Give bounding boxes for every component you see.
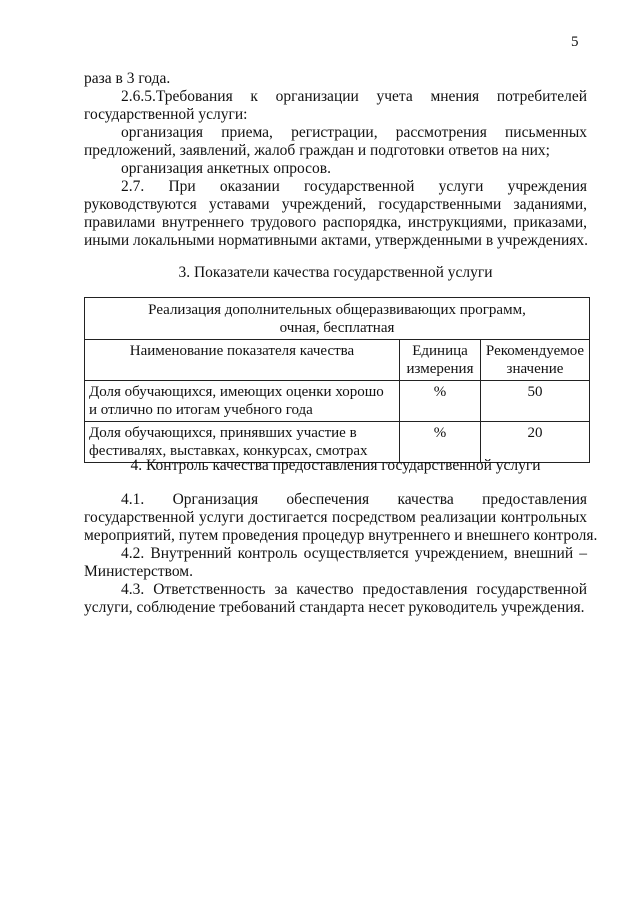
text-line: правилами внутреннего трудового распорядка, инструкциями, приказами, xyxy=(84,214,587,231)
text-line: государственной услуги: xyxy=(84,106,248,123)
section-4-title: 4. Контроль качества предоставления государственной услуги xyxy=(130,457,541,474)
header-value: Рекомендуемое значение xyxy=(481,340,590,381)
indicator-value: 20 xyxy=(481,422,590,463)
indicator-name: Доля обучающихся, имеющих оценки хорошо и отлично по итогам учебного года xyxy=(85,381,400,422)
header-name: Наименование показателя качества xyxy=(85,340,400,381)
text-line: 4.1. Организация обеспечения качества предоставления xyxy=(121,491,587,508)
section-3-title: 3. Показатели качества государственной услуги xyxy=(178,264,493,281)
indicator-value: 50 xyxy=(481,381,590,422)
text-line: предложений, заявлений, жалоб граждан и подготовки ответов на них; xyxy=(84,142,550,159)
text-line: мероприятий, путем проведения процедур внутреннего и внешнего контроля. xyxy=(84,527,598,544)
indicator-unit: % xyxy=(400,422,481,463)
text-line: 4.3. Ответственность за качество предоставления государственной xyxy=(121,581,587,598)
table-title: Реализация дополнительных общеразвивающих программ, очная, бесплатная xyxy=(85,298,590,340)
text-line: государственной услуги достигается посредством реализации контрольных xyxy=(84,509,587,526)
quality-indicators-table xyxy=(84,297,590,463)
table-row xyxy=(85,381,590,422)
text-line: 2.7. При оказании государственной услуги учреждения xyxy=(121,178,587,195)
table-header-row xyxy=(85,340,590,381)
header-unit: Единица измерения xyxy=(400,340,481,381)
text-line: 4.2. Внутренний контроль осуществляется учреждением, внешний – xyxy=(121,545,587,562)
page-number: 5 xyxy=(571,34,579,50)
text-line: организация приема, регистрации, рассмотрения письменных xyxy=(121,124,587,141)
text-line: раза в 3 года. xyxy=(84,70,171,87)
text-line: иными локальными нормативными актами, утвержденными в учреждениях. xyxy=(84,232,589,249)
text-line: 2.6.5.Требования к организации учета мнения потребителей xyxy=(121,88,587,105)
table-title-row xyxy=(85,298,590,340)
text-line: услуги, соблюдение требований стандарта несет руководитель учреждения. xyxy=(84,599,585,616)
indicator-unit: % xyxy=(400,381,481,422)
text-line: Министерством. xyxy=(84,563,193,580)
indicator-name: Доля обучающихся, принявших участие в фестивалях, выставках, конкурсах, смотрах xyxy=(85,422,400,463)
text-line: руководствуются уставами учреждений, государственными заданиями, xyxy=(84,196,587,213)
text-line: организация анкетных опросов. xyxy=(121,160,331,177)
